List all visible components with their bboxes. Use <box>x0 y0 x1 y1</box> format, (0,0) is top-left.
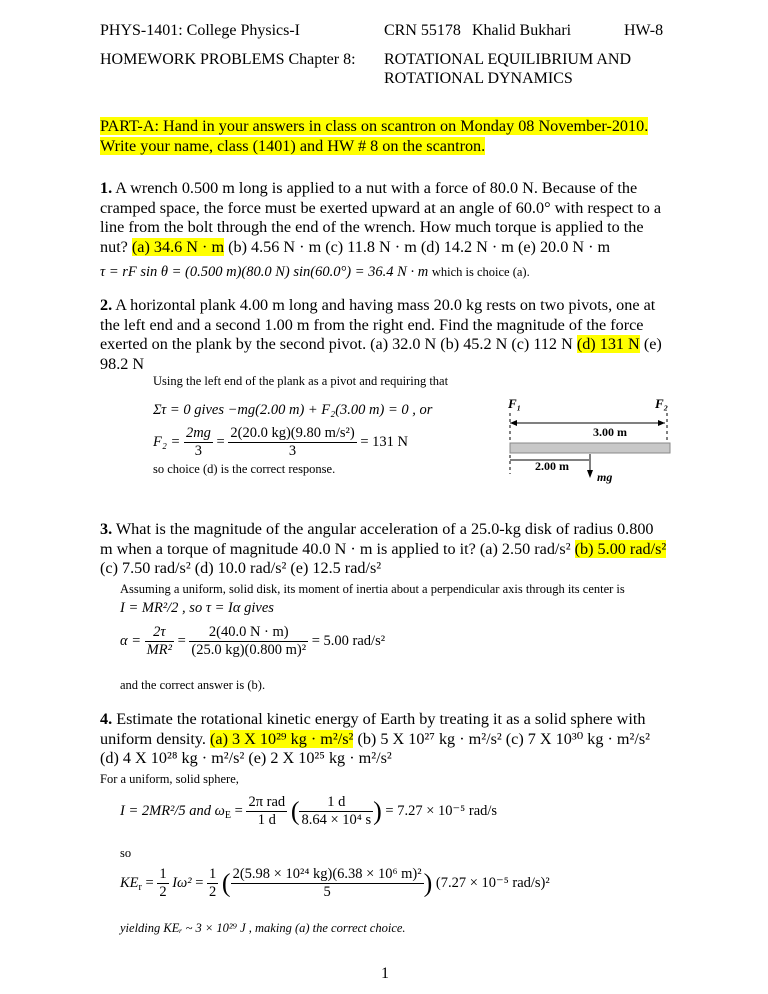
q4-eq1-f1n: 2π rad <box>248 794 286 810</box>
section-label: HOMEWORK PROBLEMS Chapter 8: <box>100 51 356 68</box>
q2-solution-eq2: F₂ = $\frac{2mg}{3}$ = $\frac{\text{2(20.0 kg)(9.80 m/s²)}}{3}$ = 131 N <box>153 425 409 459</box>
diagram-f2-label: F₂ <box>655 398 669 411</box>
q2-text: A horizontal plank 4.00 m long and having mass 20.0 kg rests on two pivots, one at the left end and a second 1.00 m from the right end. Find the magnitude of the force exerted on the plank by the second pivot. (a) 32.0 N (b) 45.2 N (c) 112 N <box>100 296 656 353</box>
q3-options: (c) 7.50 rad/s² (d) 10.0 rad/s² (e) 12.5 rad/s² <box>100 559 382 577</box>
q1-text: A wrench 0.500 m long is applied to a nut with a force of 80.0 N. Because of the cramped space, the force must be exerted upward at an angle of 60.0° with respect to a line from the bolt through the end of the wrench. How much torque is applied to the nut? <box>100 179 662 256</box>
q4-solution-intro: For a uniform, solid sphere, <box>100 772 239 786</box>
q2-eq2-lhs: F₂ = <box>153 433 184 450</box>
q4-solution-eq1: I = 2MR²/5 and $\omega_E$ = $\frac{\text{2π rad}}{1 d}$ ( $\frac{1 d}{\text{8.64 × 10⁴ s}}$ ) = 7.27 × 10⁻⁵ rad/s <box>120 794 498 828</box>
diagram-2m-label: 2.00 m <box>535 459 569 473</box>
q2-eq2-f1n: 2mg <box>185 425 211 441</box>
q2-eq2-f2n: 2(20.0 kg)(9.80 m/s²) <box>230 425 355 441</box>
diagram-arrow-3m <box>658 420 665 426</box>
q1-number: 1. <box>100 179 113 197</box>
q2-number: 2. <box>100 296 113 314</box>
q3-solution-eq: α = $\frac{2\tau}{\text{MR²}}$ = $\frac{2(40.0 N \cdot m)}{\text{(25.0 kg)(0.800 m)²}}$ = 5.00 rad/s² <box>120 624 386 658</box>
q3-answer: (b) 5.00 rad/s² <box>574 539 667 558</box>
q4-ke-mid: Iω² <box>172 874 192 891</box>
q2-eq2-f1d: 3 <box>194 443 203 459</box>
q4-eq1-sub: E <box>224 809 232 821</box>
q4-ke-half-d: 2 <box>159 884 167 900</box>
q3-solution-intro: Assuming a uniform, solid disk, its moment of inertia about a perpendicular axis through its center is <box>120 582 625 596</box>
q4-answer: (a) 3 X 10²⁹ kg · m²/s² <box>210 729 354 748</box>
q4-solution-ke: $KE_r$ = $\frac{1}{2}$ Iω² = $\frac{1}{2}$ ( $\frac{\text{2(5.98 × 10²⁴ kg)(6.38 × 10⁶ m)²}}{5}$ ) (7.27 × 10⁻⁵ rad/s)² <box>120 866 550 900</box>
diagram-weight-arrow <box>587 470 593 478</box>
question-2 <box>100 296 670 374</box>
q1-solution-tail: which is choice (a). <box>431 265 530 279</box>
part-a-highlight: PART-A: Hand in your answers in class on scantron on Monday 08 November-2010. Write your name, class (1401) and HW # 8 on the scantron. <box>100 117 649 155</box>
q4-eq1-f1d: 1 d <box>257 812 276 828</box>
instructor: Khalid Bukhari <box>472 22 572 39</box>
q4-ke-half-n: 1 <box>159 866 167 882</box>
q4-options: (b) 5 X 10²⁷ kg · m²/s² (c) 7 X 10³⁰ kg · m²/s² (d) 4 X 10²⁸ kg · m²/s² (e) 2 X 10²⁵ kg · m²/s² <box>100 729 651 767</box>
q4-text: Estimate the rotational kinetic energy of Earth by treating it as a solid sphere with uniform density. <box>100 710 646 748</box>
q2-solution-eq1 <box>153 402 432 419</box>
q4-eq1-f2n: 1 d <box>299 794 373 812</box>
q4-tail-text: yielding KEᵣ ~ 3 × 10²⁹ J , making (a) the correct choice. <box>120 921 406 935</box>
q1-solution-eq: τ = rF sin θ = (0.500 m)(80.0 N) sin(60.0°) = 36.4 N · m <box>100 264 429 280</box>
q2-eq2-result: = 131 N <box>360 433 409 450</box>
topic-line-1: ROTATIONAL EQUILIBRIUM AND <box>384 51 631 68</box>
q3-line2-text: I = MR²/2 , so τ = Iα gives <box>120 600 274 616</box>
q1-solution <box>100 264 530 281</box>
question-4 <box>100 710 670 769</box>
q1-answer: (a) 34.6 N · m <box>131 237 225 256</box>
q4-eq1-result: = 7.27 × 10⁻⁵ rad/s <box>385 802 498 819</box>
course-title: PHYS-1401: College Physics-I <box>100 22 300 39</box>
diagram-f1-label: F₁ <box>508 398 522 411</box>
q4-solution-tail <box>120 920 406 937</box>
q1-options: (b) 4.56 N · m (c) 11.8 N · m (d) 14.2 N · m (e) 20.0 N · m <box>224 237 611 256</box>
q2-options: (e) 98.2 N <box>100 335 662 373</box>
q2-solution-tail: so choice (d) is the correct response. <box>153 462 336 476</box>
q2-eq2-f2d: 3 <box>288 443 297 459</box>
q4-ke-big-n: 2(5.98 × 10²⁴ kg)(6.38 × 10⁶ m)² <box>232 866 422 882</box>
q3-eq-lhs: α = <box>120 632 145 649</box>
crn: CRN 55178 <box>384 22 461 39</box>
topic-line-2: ROTATIONAL DYNAMICS <box>384 70 573 87</box>
q3-text: What is the magnitude of the angular acceleration of a 25.0-kg disk of radius 0.800 m when a torque of magnitude 40.0 N · m is applied to it? (a) 2.50 rad/s² <box>100 520 654 558</box>
part-a-instructions <box>100 117 670 156</box>
q3-eq-result: = 5.00 rad/s² <box>311 632 386 649</box>
diagram-arrow-3m-left <box>510 420 517 426</box>
q4-solution-so: so <box>120 846 132 860</box>
q4-ke-result: (7.27 × 10⁻⁵ rad/s)² <box>435 874 550 891</box>
q3-eq-f2d: (25.0 kg)(0.800 m)² <box>191 642 307 658</box>
q2-answer: (d) 131 N <box>576 335 640 353</box>
diagram-mg-label: mg <box>597 470 613 484</box>
q4-ke-big-d: 5 <box>323 884 331 900</box>
q3-eq-f1d: MR² <box>146 642 172 658</box>
q4-eq1-f2d: 8.64 × 10⁴ s <box>301 812 372 828</box>
question-3 <box>100 520 670 579</box>
q2-solution-intro: Using the left end of the plank as a pivot and requiring that <box>153 374 449 388</box>
q3-eq-f1n: 2τ <box>145 624 174 642</box>
q2-eq1-text: Στ = 0 gives −mg(2.00 m) + F₂(3.00 m) = 0 , or <box>153 402 433 418</box>
plank-diagram <box>505 398 675 486</box>
q3-number: 3. <box>100 520 113 538</box>
q4-ke-sub: r <box>138 881 142 893</box>
q4-ke-lhs: KE <box>120 874 139 891</box>
diagram-plank <box>510 443 670 453</box>
page-number: 1 <box>381 965 389 982</box>
question-1 <box>100 179 670 257</box>
hw-number: HW-8 <box>624 22 664 39</box>
q3-solution-tail: and the correct answer is (b). <box>120 678 266 692</box>
q4-eq1-lhs: I = 2MR²/5 and ω <box>120 802 225 819</box>
q3-solution-line2 <box>120 600 274 617</box>
q3-eq-f2n: 2(40.0 N · m) <box>189 624 308 642</box>
diagram-3m-label: 3.00 m <box>593 425 627 439</box>
q4-number: 4. <box>100 710 113 728</box>
